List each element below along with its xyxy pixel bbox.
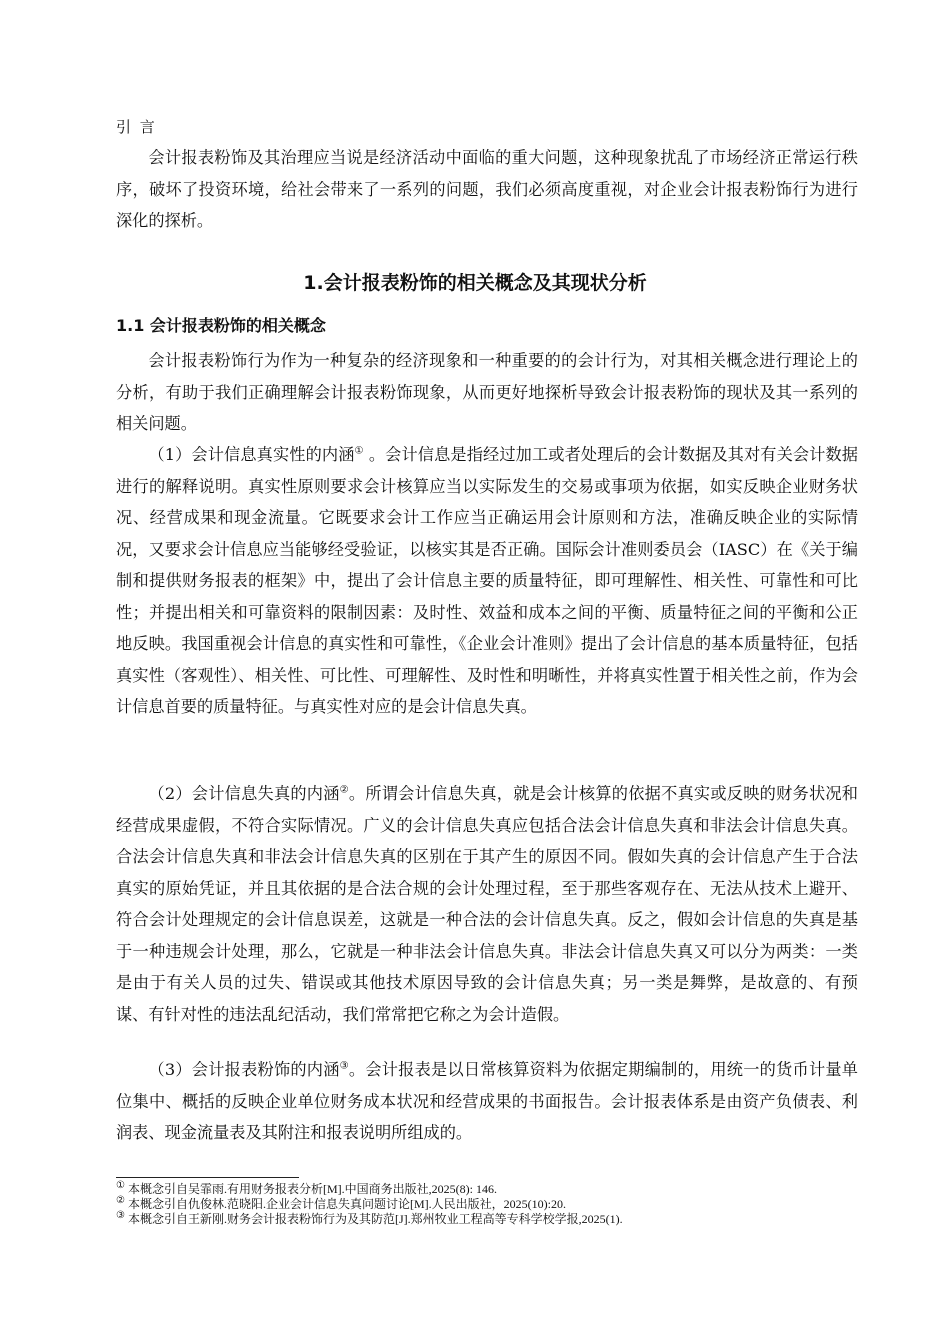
footnote-mark-3: ③ [116,1210,125,1221]
subsection-title: 1.1 会计报表粉饰的相关概念 [116,316,326,335]
item3-paragraph [116,1054,858,1149]
intro-label: 引 言 [116,118,157,136]
footnote-ref-3[interactable]: ③ [339,1060,349,1072]
item2-lead: （2）会计信息失真的内涵 [148,784,340,803]
footnote-mark-1: ① [116,1180,125,1191]
item3-lead: （3）会计报表粉饰的内涵 [148,1060,340,1079]
item1-paragraph [116,439,858,723]
footnote-ref-2[interactable]: ② [339,784,349,796]
footnote-text-2: 本概念引自仇俊林.范晓阳.企业会计信息失真问题讨论[M].人民出版社，2025(10):20. [124,1197,566,1211]
item1-text: 。会计信息是指经过加工或者处理后的会计数据及其对有关会计数据进行的解释说明。真实性原则要求会计核算应当以实际发生的交易或事项为依据，如实反映企业财务状况、经营成果和现金流量。它既要求会计工作应当正确运用会计原则和方法，准确反映企业的实际情况，又要求会计信息应当能够经受验证，以核实其是否正确。国际会计准则委员会（IASC）在《关于编制和提供财务报表的框架》中，提出了会计信息主要的质量特征，即可理解性、相关性、可靠性和可比性；并提出相关和可靠资料的限制因素：及时性、效益和成本之间的平衡、质量特征之间的平衡和公正地反映。我国重视会计信息的真实性和可靠性，《企业会计准则》提出了会计信息的基本质量特征，包括真实性（客观性）、相关性、可比性、可理解性、及时性和明晰性，并将真实性置于相关性之前，作为会计信息首要的质量特征。与真实性对应的是会计信息失真。 [116,445,858,716]
section-title: 1.会计报表粉饰的相关概念及其现状分析 [303,272,647,294]
footnote-1 [116,1182,858,1197]
footnote-text-1: 本概念引自吴霏雨.有用财务报表分析[M].中国商务出版社,2025(8): 146. [124,1182,497,1196]
footnote-text-3: 本概念引自王新刚.财务会计报表粉饰行为及其防范[J].郑州牧业工程高等专科学校学报,2025(1). [124,1212,623,1226]
item1-lead: （1）会计信息真实性的内涵 [148,445,355,464]
item2-paragraph [116,778,858,1030]
footnote-2 [116,1197,858,1212]
footnote-mark-2: ② [116,1195,125,1206]
concept-paragraph: 会计报表粉饰行为作为一种复杂的经济现象和一种重要的的会计行为，对其相关概念进行理论上的分析，有助于我们正确理解会计报表粉饰现象，从而更好地探析导致会计报表粉饰的现状及其一系列的相关问题。 [116,351,858,433]
intro-paragraph: 会计报表粉饰及其治理应当说是经济活动中面临的重大问题，这种现象扰乱了市场经济正常运行秩序，破坏了投资环境，给社会带来了一系列的问题，我们必须高度重视，对企业会计报表粉饰行为进行深化的探析。 [116,148,858,230]
footnotes [116,1182,858,1227]
footnote-3 [116,1212,858,1227]
item2-text: 。所谓会计信息失真，就是会计核算的依据不真实或反映的财务状况和经营成果虚假，不符合实际情况。广义的会计信息失真应包括合法会计信息失真和非法会计信息失真。合法会计信息失真和非法会计信息失真的区别在于其产生的原因不同。假如失真的会计信息产生于合法真实的原始凭证，并且其依据的是合法合规的会计处理过程，至于那些客观存在、无法从技术上避开、符合会计处理规定的会计信息误差，这就是一种合法的会计信息失真。反之，假如会计信息的失真是基于一种违规会计处理，那么，它就是一种非法会计信息失真。非法会计信息失真又可以分为两类：一类是由于有关人员的过失、错误或其他技术原因导致的会计信息失真；另一类是舞弊，是故意的、有预谋、有针对性的违法乱纪活动，我们常常把它称之为会计造假。 [116,784,858,1024]
footnote-separator [116,1177,299,1178]
footnote-ref-1[interactable]: ① [354,445,364,457]
item3-text: 。会计报表是以日常核算资料为依据定期编制的，用统一的货币计量单位集中、概括的反映企业单位财务成本状况和经营成果的书面报告。会计报表体系是由资产负债表、利润表、现金流量表及其附注和报表说明所组成的。 [116,1060,858,1142]
